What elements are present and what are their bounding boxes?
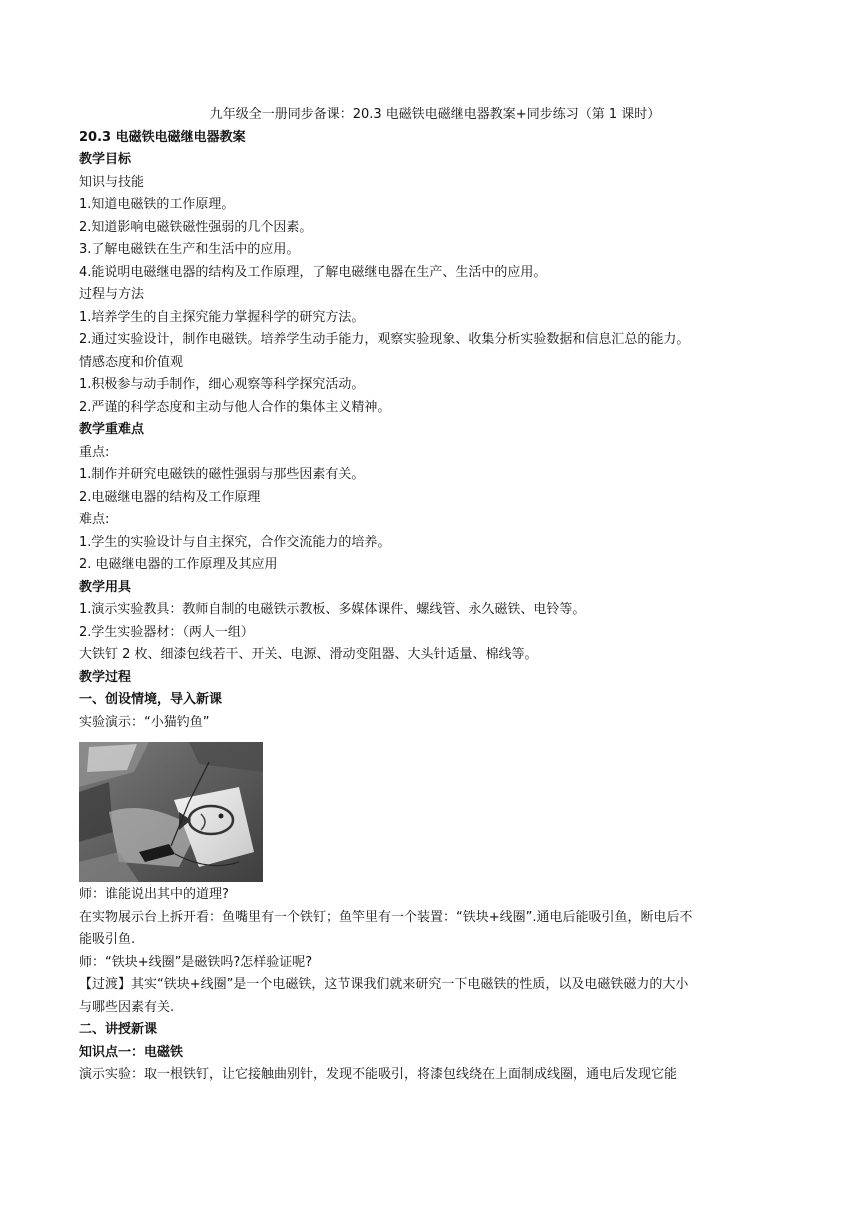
section-heading-goals: 教学目标 [79, 152, 132, 167]
experiment-photo [79, 742, 263, 882]
list-item: 3.了解电磁铁在生产和生活中的应用。 [79, 242, 300, 257]
section1-heading: 一、创设情境，导入新课 [79, 692, 223, 707]
transition-line-2: 与哪些因素有关. [79, 999, 175, 1015]
list-item: 1.演示实验教具：教师自制的电磁铁示教板、多媒体课件、螺线管、永久磁铁、电铃等。 [79, 602, 586, 617]
list-item: 1.知道电磁铁的工作原理。 [79, 197, 235, 212]
list-item: 1.学生的实验设计与自主探究，合作交流能力的培养。 [79, 534, 391, 550]
list-item: 2. 电磁继电器的工作原理及其应用 [79, 557, 278, 572]
list-item: 1.积极参与动手制作，细心观察等科学探究活动。 [79, 377, 365, 392]
explanation-line-2: 能吸引鱼. [79, 932, 136, 947]
teacher-question-2: 师：“铁块+线圈”是磁铁吗?怎样验证呢? [79, 954, 313, 970]
explanation-line-1: 在实物展示台上拆开看：鱼嘴里有一个铁钉；鱼竿里有一个装置：“铁块+线圈”.通电后能吸引鱼，断电后不 [79, 909, 693, 925]
section-heading-process: 教学过程 [79, 669, 132, 685]
label-key: 重点: [79, 444, 110, 460]
section-heading-key-points: 教学重难点 [79, 422, 145, 437]
list-item: 2.严谨的科学态度和主动与他人合作的集体主义精神。 [79, 399, 391, 415]
subheading-knowledge: 知识与技能 [79, 174, 145, 190]
demo-experiment-line: 演示实验：取一根铁钉，让它接触曲别针，发现不能吸引，将漆包线绕在上面制成线圈，通电后发现它能 [79, 1067, 678, 1082]
subheading-attitude: 情感态度和价值观 [79, 354, 184, 370]
document-page [79, 104, 791, 1087]
list-item: 大铁钉 2 枚、细漆包线若干、开关、电源、滑动变阻器、大头针适量、棉线等。 [79, 647, 538, 662]
document-title: 九年级全一册同步备课：20.3 电磁铁电磁继电器教案+同步练习（第 1 课时） [209, 107, 661, 122]
list-item: 4.能说明电磁继电器的结构及工作原理，了解电磁继电器在生产、生活中的应用。 [79, 264, 547, 280]
transition-line-1: 【过渡】其实“铁块+线圈”是一个电磁铁，这节课我们就来研究一下电磁铁的性质，以及电磁铁磁力的大小 [79, 977, 689, 992]
knowledge-point-1-heading: 知识点一：电磁铁 [79, 1044, 184, 1060]
list-item: 2.电磁继电器的结构及工作原理 [79, 489, 261, 505]
list-item: 2.学生实验器材：（两人一组） [79, 624, 254, 640]
label-difficulty: 难点: [79, 512, 110, 527]
section2-heading: 二、讲授新课 [79, 1022, 158, 1037]
lesson-heading: 20.3 电磁铁电磁继电器教案 [79, 129, 246, 145]
section-heading-tools: 教学用具 [79, 579, 132, 595]
list-item: 2.通过实验设计，制作电磁铁。培养学生动手能力，观察实验现象、收集分析实验数据和信息汇总的能力。 [79, 332, 690, 347]
demo-text: 实验演示：“小猫钓鱼” [79, 714, 210, 730]
list-item: 1.制作并研究电磁铁的磁性强弱与那些因素有关。 [79, 467, 365, 482]
list-item: 2.知道影响电磁铁磁性强弱的几个因素。 [79, 219, 313, 235]
teacher-question-1: 师：谁能说出其中的道理? [79, 887, 229, 902]
list-item: 1.培养学生的自主探究能力掌握科学的研究方法。 [79, 309, 365, 325]
subheading-process: 过程与方法 [79, 287, 145, 302]
